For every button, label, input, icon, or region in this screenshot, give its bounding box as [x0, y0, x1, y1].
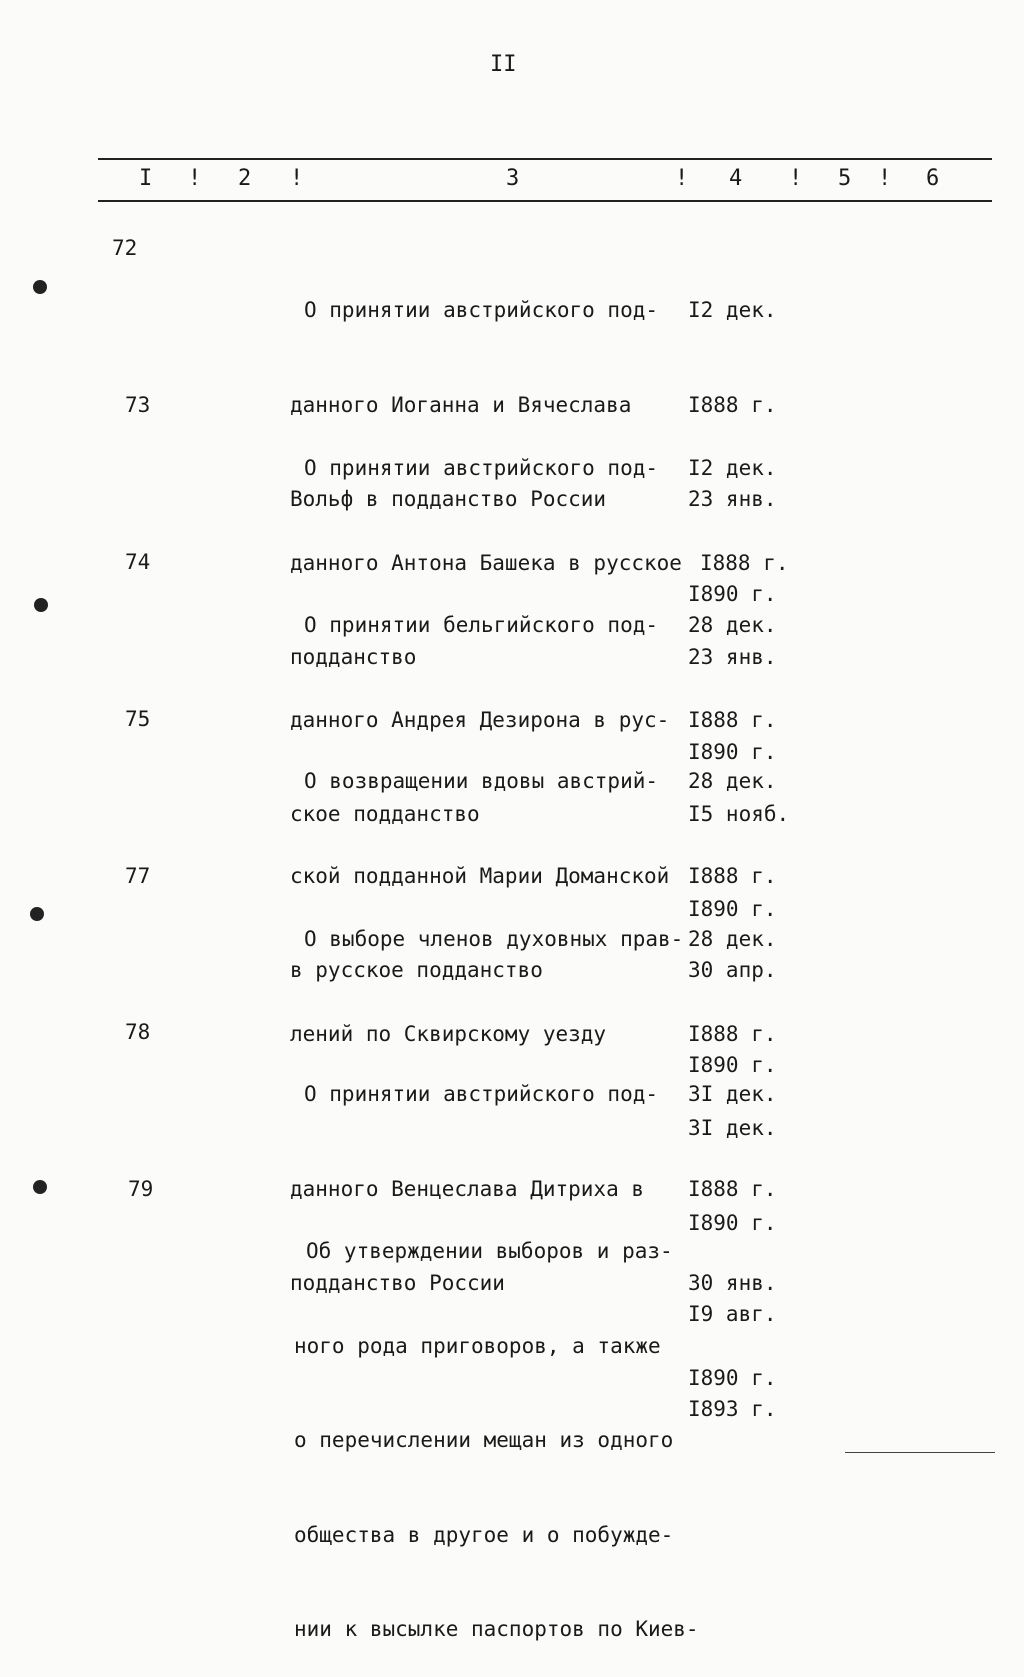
entry-date-line: 3I дек. — [688, 1116, 777, 1140]
entry-date-line: I888 г. — [688, 1176, 777, 1201]
column-header-3: 3 — [506, 166, 520, 191]
entry-date-line: I888 г. — [700, 550, 789, 575]
entry-number: 79 — [128, 1177, 154, 1201]
column-separator: ! — [290, 166, 304, 191]
entry-title-line: ской подданной Марии Доманской — [290, 863, 670, 888]
entry-title-line: подданство — [290, 645, 417, 669]
entry-title-line: О принятии бельгийского под- — [304, 613, 659, 637]
entry-date-line: I888 г. — [688, 1021, 777, 1046]
entry-date-line: I9 авг. — [688, 1302, 777, 1326]
entry-date-line: I890 г. — [688, 1052, 777, 1077]
entry-title-line: данного Венцеслава Дитриха в — [290, 1176, 645, 1201]
punch-hole-mark — [33, 280, 47, 294]
entry-date-line: 23 янв. — [688, 487, 777, 511]
entry-title — [294, 1173, 699, 1677]
entry-date-line: I890 г. — [688, 896, 777, 921]
entry-title-line: О выборе членов духовных прав- — [304, 927, 684, 951]
column-separator: ! — [188, 166, 202, 191]
entry-number: 75 — [125, 707, 151, 731]
entry-title-line: Вольф в подданство России — [290, 487, 607, 511]
column-header-6: 6 — [926, 166, 940, 191]
entry-title-line: подданство России — [290, 1271, 505, 1295]
entry-title-line: О принятии австрийского под- — [304, 456, 659, 480]
entry-dates — [688, 1236, 777, 1457]
table-header-bottom-rule — [98, 200, 992, 202]
entry-date-line: I890 г. — [688, 739, 777, 764]
entry-title-line: ское подданство — [290, 802, 480, 826]
punch-hole-mark — [34, 598, 48, 612]
entry-number: 77 — [125, 864, 151, 888]
entry-title-line: О возвращении вдовы австрий- — [304, 769, 659, 793]
entry-date-line: I893 г. — [688, 1396, 777, 1421]
entry-number: 78 — [125, 1020, 151, 1044]
entry-title-line: О принятии австрийского под- — [304, 1082, 659, 1106]
entry-title-line: Об утверждении выборов и раз- — [306, 1239, 673, 1263]
entry-title-line: о перечислении мещан из одного — [294, 1428, 674, 1452]
table-header-top-rule — [98, 158, 992, 160]
punch-hole-mark — [33, 1180, 47, 1194]
entry-date-line: I890 г. — [688, 1210, 777, 1235]
column-header-4: 4 — [729, 166, 743, 191]
entry-date-line: I888 г. — [688, 863, 777, 888]
entry-title-line: в русское подданство — [290, 958, 543, 982]
column-separator: ! — [878, 166, 892, 191]
entry-title-line: данного Антона Башека в русское — [290, 550, 682, 575]
entry-number: 74 — [125, 550, 151, 574]
entry-date-line: I890 г. — [688, 581, 777, 606]
entry-date-line: 23 янв. — [688, 645, 777, 669]
entry-title-line: нии к высылке паспортов по Киев- — [294, 1617, 699, 1641]
entry-title-line: лений по Сквирскому уезду — [290, 1021, 607, 1046]
entry-title-line: данного Андрея Дезирона в рус- — [290, 707, 670, 732]
entry-date-line: I5 нояб. — [688, 802, 790, 826]
column-header-1: I — [139, 166, 153, 191]
footer-rule — [845, 1452, 995, 1453]
table-header-row — [0, 166, 1024, 194]
column-separator: ! — [675, 166, 689, 191]
entry-date-line: 28 дек. — [688, 769, 777, 793]
entry-title-line: данного Иоганна и Вячеслава — [290, 392, 632, 417]
entry-number: 72 — [112, 236, 138, 260]
entry-date-line: 30 янв. — [688, 1271, 777, 1295]
entry-title-line: общества в другое и о побужде- — [294, 1522, 674, 1547]
page-number: II — [490, 52, 517, 77]
punch-hole-mark — [30, 907, 44, 921]
entry-title-line: ного рода приговоров, а также — [294, 1333, 661, 1358]
column-header-5: 5 — [838, 166, 852, 191]
entry-date-line: 30 апр. — [688, 958, 777, 982]
entry-date-line: I888 г. — [688, 392, 777, 417]
entry-date-line: 3I дек. — [688, 1082, 777, 1106]
column-header-2: 2 — [238, 166, 252, 191]
entry-number: 73 — [125, 393, 151, 417]
entry-date-line: 28 дек. — [688, 927, 777, 951]
column-separator: ! — [789, 166, 803, 191]
entry-title-line: О принятии австрийского под- — [304, 298, 659, 322]
entry-date-line: 28 дек. — [688, 613, 777, 637]
entry-date-line: I890 г. — [688, 1365, 777, 1390]
entry-date-line: I2 дек. — [688, 298, 777, 322]
entry-date-line: I888 г. — [688, 707, 777, 732]
entry-date-line: I2 дек. — [688, 456, 777, 480]
